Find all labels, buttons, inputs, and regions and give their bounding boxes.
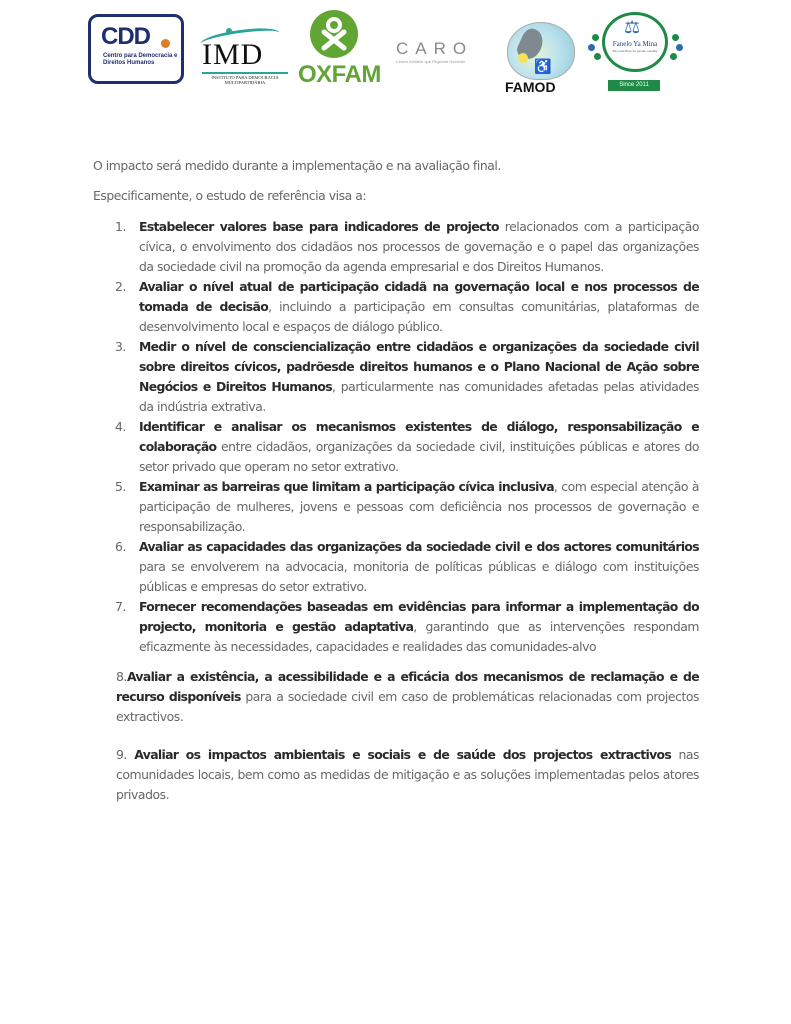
list-item-text: para se envolverem na advocacia, monitoria de políticas públicas e diálogo com instituições públicas e empresas do setor extrativo. [139, 559, 699, 594]
list-item [93, 477, 699, 537]
person-icon [670, 53, 677, 60]
list-item-text: relacionados com a participação cívica, o envolvimento dos cidadãos nos processos de governação e o papel das organizações da sociedade civil na promoção da agenda empresarial e dos Direitos Humanos. [139, 219, 699, 274]
fanelo-logo-title: Fanelo Ya Mina [612, 40, 658, 48]
fanelo-ya-mina-logo [588, 8, 684, 98]
paragraph-text: para a sociedade civil em caso de problemáticas relacionadas com projectos extractivos. [116, 689, 699, 724]
caro-logo-title: CARO [396, 39, 474, 58]
list-item [93, 537, 699, 597]
paragraph-heading: Avaliar os impactos ambientais e sociais e de saúde dos projectos extractivos [134, 747, 672, 762]
list-item-heading: Avaliar as capacidades das organizações da sociedade civil e dos actores comunitários [139, 539, 699, 554]
list-item-text: entre cidadãos, organizações da sociedade civil, instituições públicas e atores do setor privado que operam no setor extrativo. [139, 439, 699, 474]
list-number: 6. [115, 539, 126, 554]
wheelchair-icon: ♿ [534, 58, 552, 74]
imd-logo-title: IMD [202, 38, 264, 71]
cdd-logo-dot [161, 39, 170, 48]
list-item-heading: Fornecer recomendações baseadas em evidências para informar a implementação do projecto, monitoria e gestão adaptativa [139, 599, 699, 634]
list-number: 5. [115, 479, 126, 494]
list-number: 2. [115, 279, 126, 294]
famod-logo [503, 22, 577, 98]
list-number: 1. [115, 219, 126, 234]
list-item-heading: Avaliar o nível atual de participação cidadã na governação local e nos processos de tomada de decisão [139, 279, 699, 314]
paragraph-number: 9. [116, 747, 135, 762]
list-item-heading: Medir o nível de consciencialização entre cidadãos e organizações da sociedade civil sobre direitos cívicos, padrõesde direitos humanos e o Plano Nacional de Ação sobre Negócios e Direitos Humanos [139, 339, 699, 394]
list-item-text: , com especial atenção à participação de mulheres, jovens e pessoas com deficiência nos processos de governação e responsabilização. [139, 479, 699, 534]
imd-logo-dot [226, 28, 232, 34]
person-icon [588, 44, 595, 51]
list-item-heading: Examinar as barreiras que limitam a participação cívica inclusiva [139, 479, 554, 494]
paragraph-number: 8. [116, 669, 127, 684]
intro-paragraph: O impacto será medido durante a implementação e na avaliação final. [93, 158, 501, 173]
list-item-text: , incluindo a participação em consultas comunitárias, plataformas de desenvolvimento local e espaços de diálogo público. [139, 299, 699, 334]
document-body [93, 156, 699, 805]
cdd-logo [88, 14, 184, 84]
person-icon [592, 34, 599, 41]
objectives-list [93, 217, 699, 657]
list-number: 7. [115, 599, 126, 614]
list-item-text: , particularmente nas comunidades afetadas pelas atividades da indústria extrativa. [139, 379, 699, 414]
paragraph-text: nas comunidades locais, bem como as medidas de mitigação e as soluções implementadas pelos atores privados. [116, 747, 700, 802]
list-item [93, 217, 699, 277]
objective-paragraph-8 [116, 667, 699, 727]
list-item-heading: Estabelecer valores base para indicadores de projecto [139, 219, 499, 234]
imd-logo-rule [202, 72, 288, 74]
list-item [93, 417, 699, 477]
list-number: 4. [115, 419, 126, 434]
list-item [93, 597, 699, 657]
famod-sun-shape [518, 53, 528, 63]
cdd-logo-title: CDD [101, 23, 150, 50]
imd-logo [192, 28, 292, 88]
list-item-text: , garantindo que as intervenções respondam eficazmente às necessidades, capacidades e realidades das comunidades-alvo [139, 619, 699, 654]
list-number: 3. [115, 339, 126, 354]
list-item [93, 277, 699, 337]
cdd-logo-subtitle: Centro para Democracia e Direitos Humanos [103, 53, 178, 66]
imd-logo-subtitle: INSTITUTO PARA DEMOCRACIA MULTIPARTIDÁRIA [211, 75, 279, 85]
person-icon [594, 53, 601, 60]
paragraph-heading: Avaliar a existência, a acessibilidade e a eficácia dos mecanismos de reclamação e de recurso disponíveis [116, 669, 699, 704]
list-item [93, 337, 699, 417]
famod-globe-icon [507, 22, 575, 80]
oxfam-figure-icon [310, 10, 358, 58]
person-icon [672, 34, 679, 41]
fanelo-logo-tagline: Men and Boys for gender equality [612, 49, 658, 53]
oxfam-logo [298, 8, 381, 94]
list-item-heading: Identificar e analisar os mecanismos existentes de diálogo, responsabilização e colaboração [139, 419, 699, 454]
intro-lead-in: Especificamente, o estudo de referência visa a: [93, 188, 367, 203]
person-icon [676, 44, 683, 51]
caro-logo [396, 40, 488, 68]
partner-logos-header [0, 8, 791, 98]
caro-logo-subtitle: Centro d'Aldeia ope Regional Ombindo [396, 59, 466, 64]
oxfam-logo-title: OXFAM [298, 61, 381, 88]
scales-of-justice-icon: ⚖ [624, 17, 641, 37]
famod-logo-title: FAMOD [505, 79, 556, 95]
objective-paragraph-9 [116, 745, 699, 805]
since-badge: Since 2011 [608, 80, 660, 91]
